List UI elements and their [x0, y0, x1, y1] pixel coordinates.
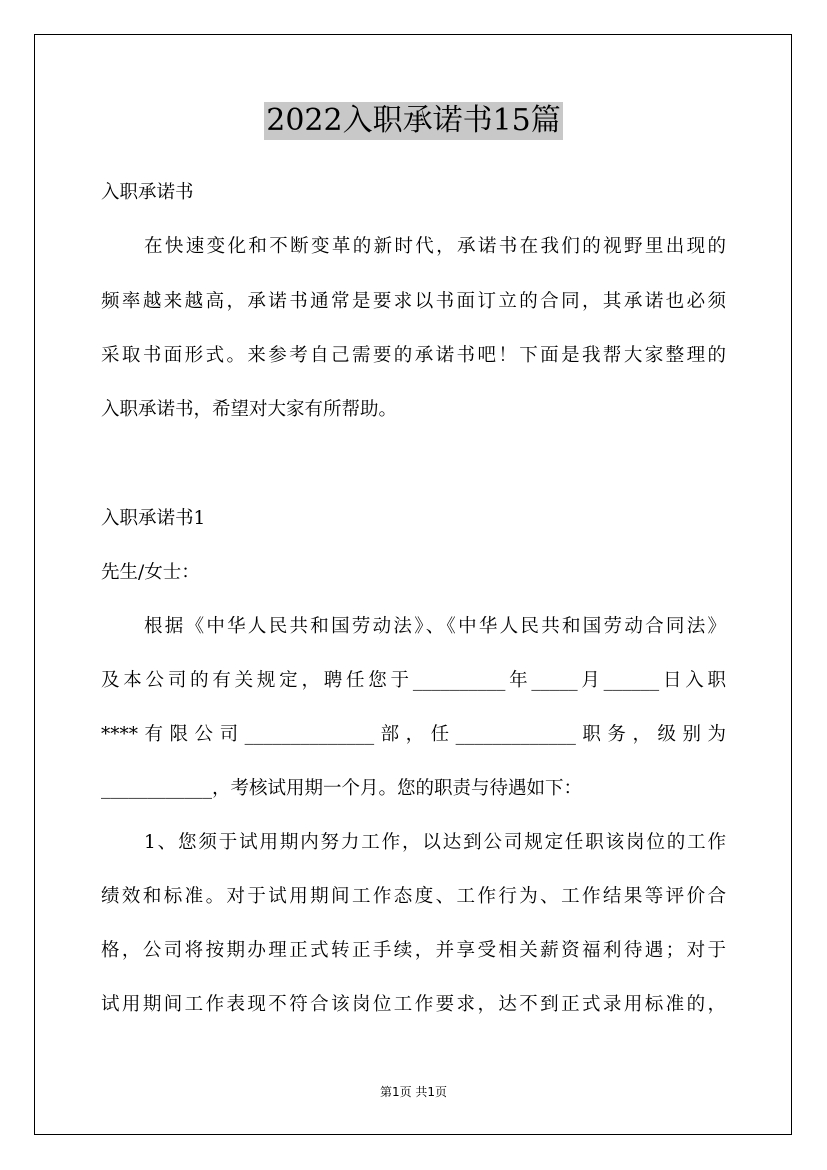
heading-line: 入职承诺书	[101, 182, 194, 203]
paragraph-line: 绩效和标准。对于试用期间工作态度、工作行为、工作结果等评价合	[101, 886, 726, 907]
section-heading: 入职承诺书1	[101, 508, 206, 529]
paragraph-line: 试用期间工作表现不符合该岗位工作要求，达不到正式录用标准的，	[101, 994, 726, 1015]
paragraph-line: ****有限公司______________部，任_____________职务，级别为	[101, 724, 726, 745]
paragraph-line: 及本公司的有关规定，聘任您于__________年_____月______日入职	[101, 670, 726, 691]
paragraph-line: 在快速变化和不断变革的新时代，承诺书在我们的视野里出现的	[144, 236, 726, 257]
paragraph-line: 1、您须于试用期内努力工作，以达到公司规定任职该岗位的工作	[144, 832, 726, 853]
paragraph-line: 采取书面形式。来参考自己需要的承诺书吧！下面是我帮大家整理的	[101, 345, 726, 366]
paragraph-line: 入职承诺书，希望对大家有所帮助。	[101, 399, 398, 420]
paragraph-line: 频率越来越高，承诺书通常是要求以书面订立的合同，其承诺也必须	[101, 291, 726, 312]
paragraph-line: 格，公司将按期办理正式转正手续，并享受相关薪资福利待遇；对于	[101, 940, 726, 961]
document-title: 2022入职承诺书15篇	[266, 103, 561, 138]
paragraph-line: 根据《中华人民共和国劳动法》、《中华人民共和国劳动合同法》	[144, 616, 726, 637]
paragraph-line: ____________，考核试用期一个月。您的职责与待遇如下：	[101, 778, 583, 799]
page-footer: 第1页 共1页	[379, 1085, 448, 1099]
title-container	[0, 102, 827, 140]
salutation-line: 先生/女士：	[101, 562, 200, 583]
